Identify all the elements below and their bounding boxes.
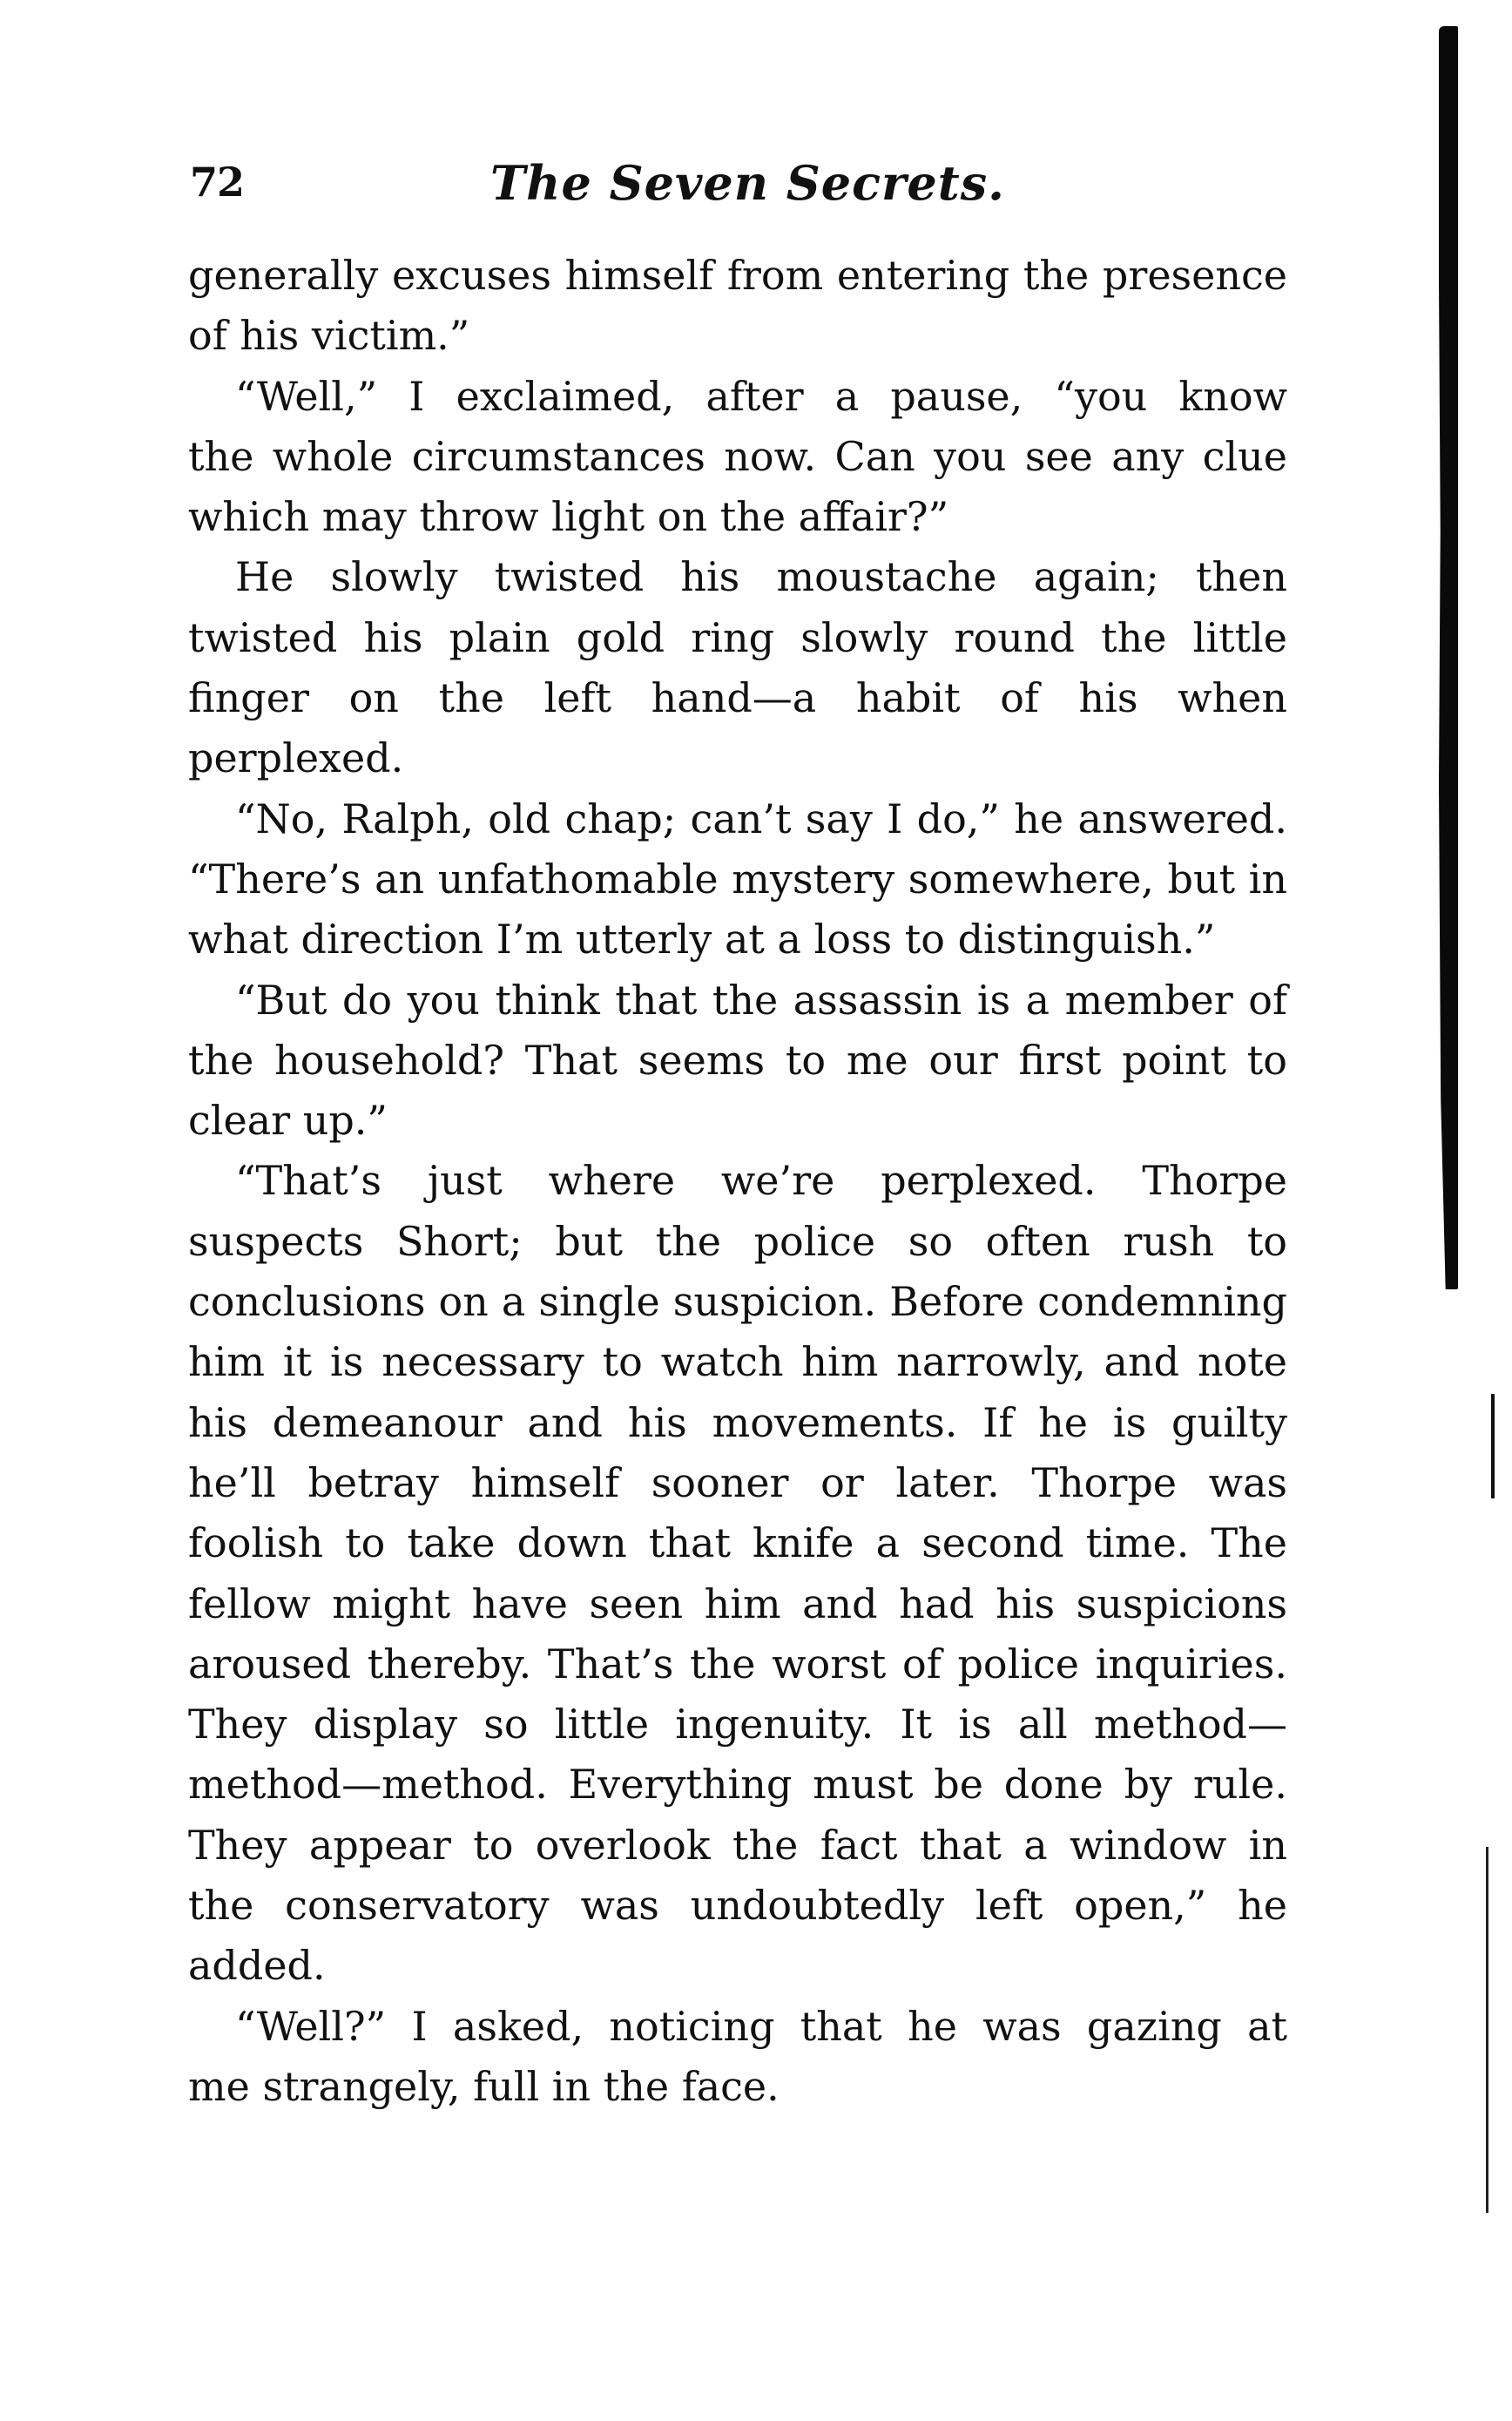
text-line: what direction I’m utterly at a loss to distinguish.” (188, 916, 1216, 964)
text-line: his demeanour and his movements. If he is guilty (188, 1398, 1287, 1446)
text-line: the whole circumstances now. Can you see any clue (188, 432, 1287, 480)
text-line: “No, Ralph, old chap; can’t say I do,” he answered. (235, 795, 1287, 842)
text-line: of his victim.” (188, 312, 470, 360)
text-line: fellow might have seen him and had his suspicions (188, 1579, 1287, 1627)
text-line: which may throw light on the affair?” (188, 493, 949, 541)
text-line: me strangely, full in the face. (188, 2062, 780, 2110)
text-line: aroused thereby. That’s the worst of police inquiries. (188, 1640, 1287, 1687)
text-line: “There’s an unfathomable mystery somewhere, but in (188, 855, 1287, 903)
text-line: the household? That seems to me our first point to (188, 1036, 1287, 1084)
text-line: method—method. Everything must be done by rule. (188, 1761, 1287, 1809)
text-line: suspects Short; but the police so often rush to (188, 1217, 1287, 1265)
text-line: He slowly twisted his moustache again; then (235, 553, 1287, 601)
text-line: They appear to overlook the fact that a window in (188, 1821, 1287, 1869)
text-line: foolish to take down that knife a second time. The (188, 1519, 1287, 1567)
text-line: twisted his plain gold ring slowly round the little (188, 613, 1287, 661)
text-line: perplexed. (188, 734, 404, 782)
text-line: conclusions on a single suspicion. Before condemning (188, 1278, 1287, 1326)
text-line: he’ll betray himself sooner or later. Thorpe was (188, 1458, 1287, 1506)
binding-shadow (1439, 26, 1458, 1289)
text-line: generally excuses himself from entering the presence (188, 252, 1287, 299)
page-number: 72 (190, 159, 245, 206)
text-line: “But do you think that the assassin is a member of (235, 976, 1287, 1024)
body-text (188, 246, 1287, 2117)
text-line: “Well,” I exclaimed, after a pause, “you know (235, 372, 1287, 420)
text-line: “Well?” I asked, noticing that he was gazing at (235, 2002, 1287, 2050)
text-line: clear up.” (188, 1097, 388, 1145)
text-line: They display so little ingenuity. It is all method— (188, 1701, 1287, 1748)
text-line: finger on the left hand—a habit of his when (188, 674, 1287, 722)
text-line: him it is necessary to watch him narrowly, and note (188, 1338, 1287, 1386)
running-header (190, 155, 1287, 216)
running-title: The Seven Secrets. (490, 155, 1005, 211)
text-line: the conservatory was undoubtedly left open,” he (188, 1882, 1287, 1930)
binding-shadow-mark (1491, 1394, 1495, 1498)
text-line: added. (188, 1942, 326, 1990)
binding-shadow-mark (1486, 1847, 1488, 2213)
text-line: “That’s just where we’re perplexed. Thorpe (235, 1157, 1287, 1205)
